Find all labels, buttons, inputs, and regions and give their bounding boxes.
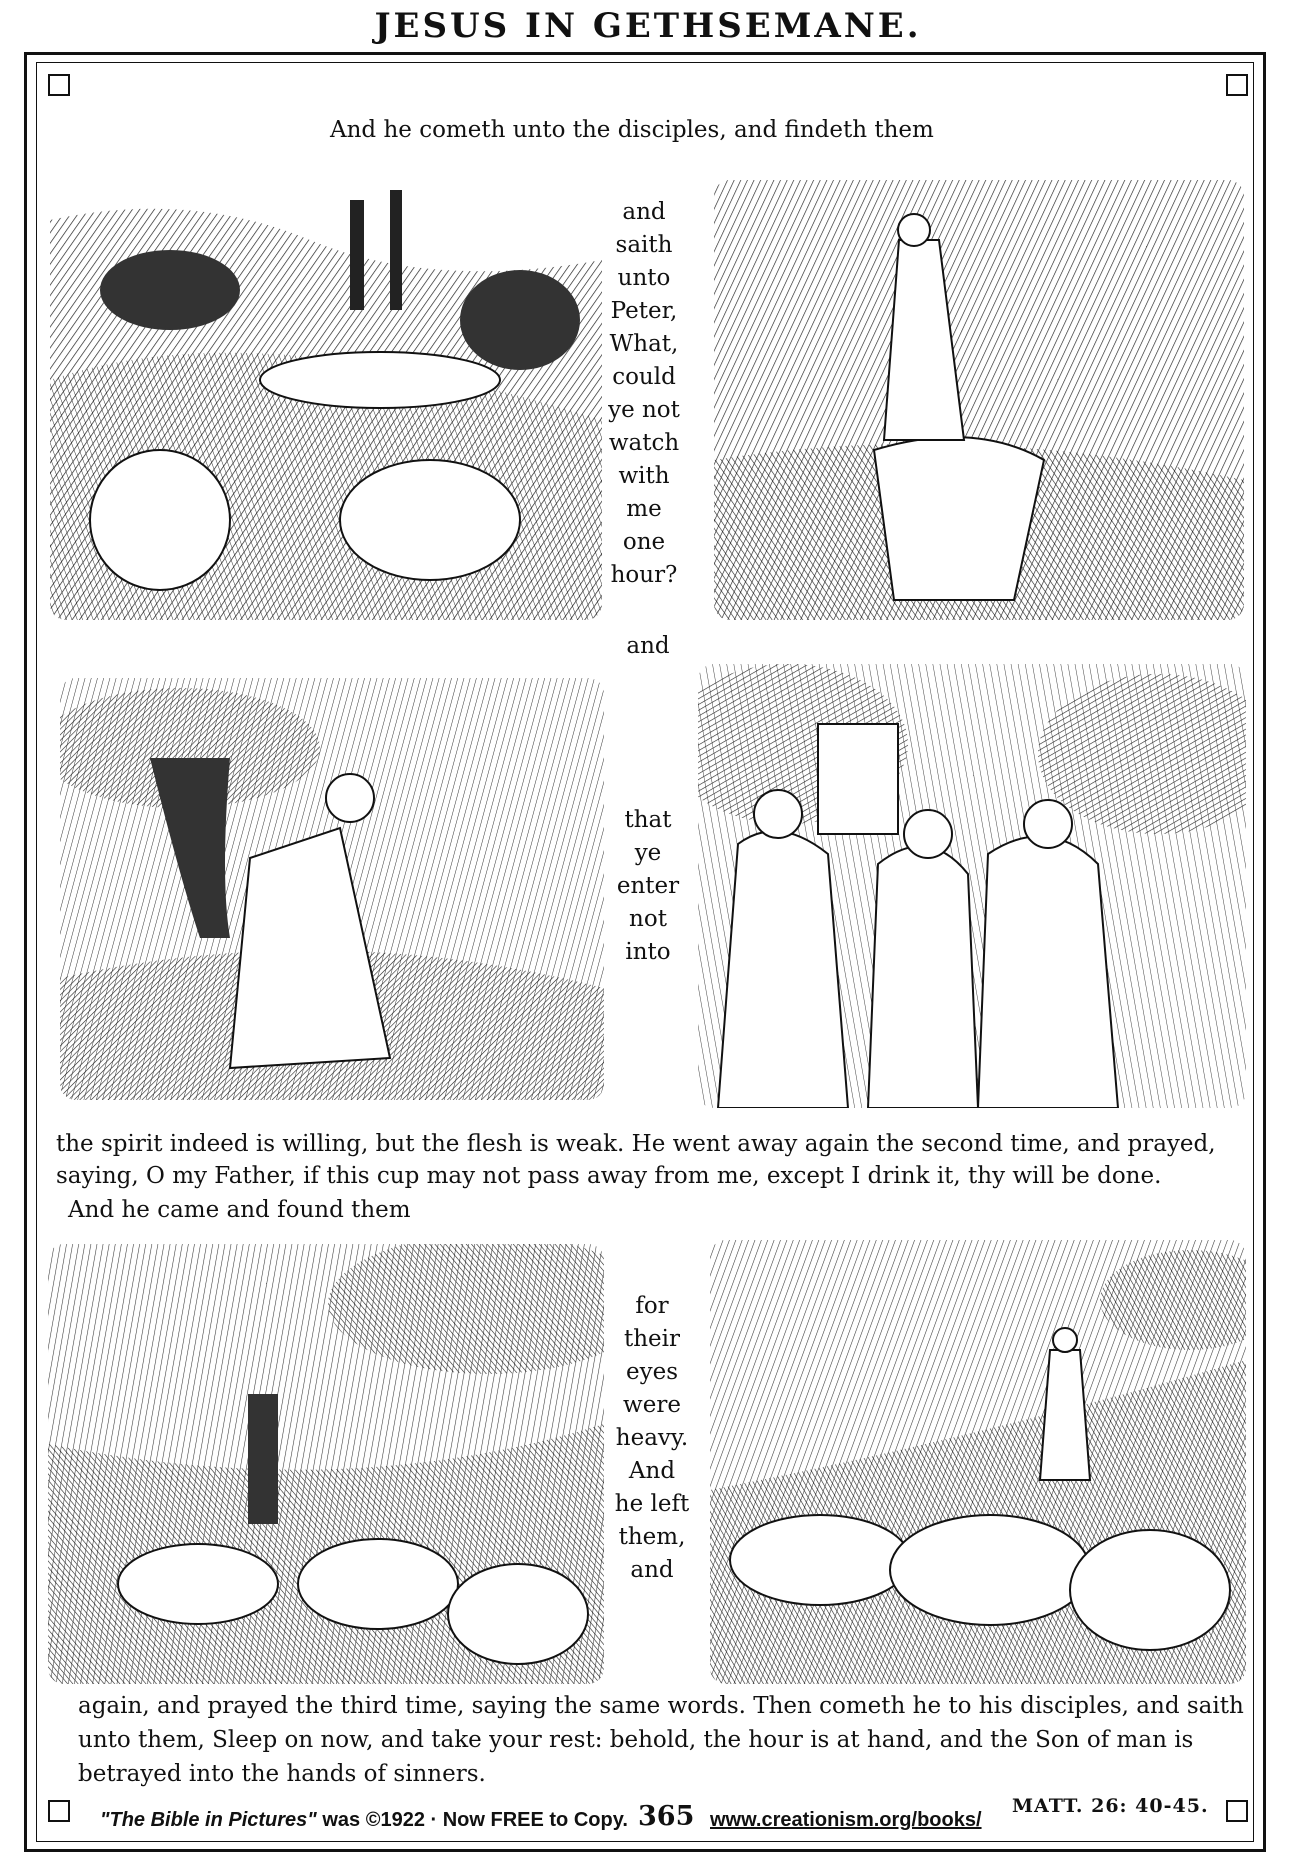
credit-book-title: "The Bible in Pictures": [100, 1809, 317, 1831]
illustration-valley-sleepers: [48, 1244, 604, 1684]
corner-ornament-bottom-right: [1226, 1800, 1248, 1822]
illustration-sleeping-disciples: [50, 180, 602, 620]
page-number: 365: [638, 1801, 695, 1832]
corner-ornament-top-right: [1226, 74, 1248, 96]
illustration-jesus-leaving: [710, 1240, 1246, 1684]
text-line-top: And he cometh unto the disciples, and findeth them: [330, 117, 934, 143]
corner-ornament-bottom-left: [48, 1800, 70, 1822]
page-title: JESUS IN GETHSEMANE.: [374, 6, 922, 46]
text-mid-line-2: saying, O my Father, if this cup may not pass away from me, except I drink it, thy will be done.: [56, 1163, 1162, 1189]
corner-ornament-top-left: [48, 74, 70, 96]
text-bottom-line-2: unto them, Sleep on now, and take your rest: behold, the hour is at hand, and the Son of man is: [78, 1727, 1194, 1753]
text-mid-line-3: And he came and found them: [68, 1197, 411, 1223]
text-column-2: that ye enter not into: [616, 807, 680, 965]
text-bottom-line-1: again, and prayed the third time, saying the same words. Then cometh he to his disciples, and saith: [78, 1693, 1244, 1719]
text-and: and: [626, 633, 670, 659]
text-column-1: and saith unto Peter, What, could ye not watch with me one hour?: [608, 199, 680, 588]
illustration-three-disciples: [698, 664, 1246, 1108]
text-column-3: for their eyes were heavy. And he left them, and: [614, 1293, 690, 1583]
footer-credit: [100, 1809, 628, 1832]
scripture-reference: MATT. 26: 40-45.: [1012, 1795, 1209, 1817]
credit-text: was ©1922 · Now FREE to Copy.: [316, 1809, 628, 1831]
text-mid-line-1: the spirit indeed is willing, but the flesh is weak. He went away again the second time, and prayed,: [56, 1131, 1216, 1157]
website-link[interactable]: www.creationism.org/books/: [710, 1809, 982, 1831]
illustration-jesus-praying: [60, 678, 604, 1100]
text-bottom-line-3: betrayed into the hands of sinners.: [78, 1761, 486, 1787]
illustration-jesus-on-rock: [714, 180, 1244, 620]
